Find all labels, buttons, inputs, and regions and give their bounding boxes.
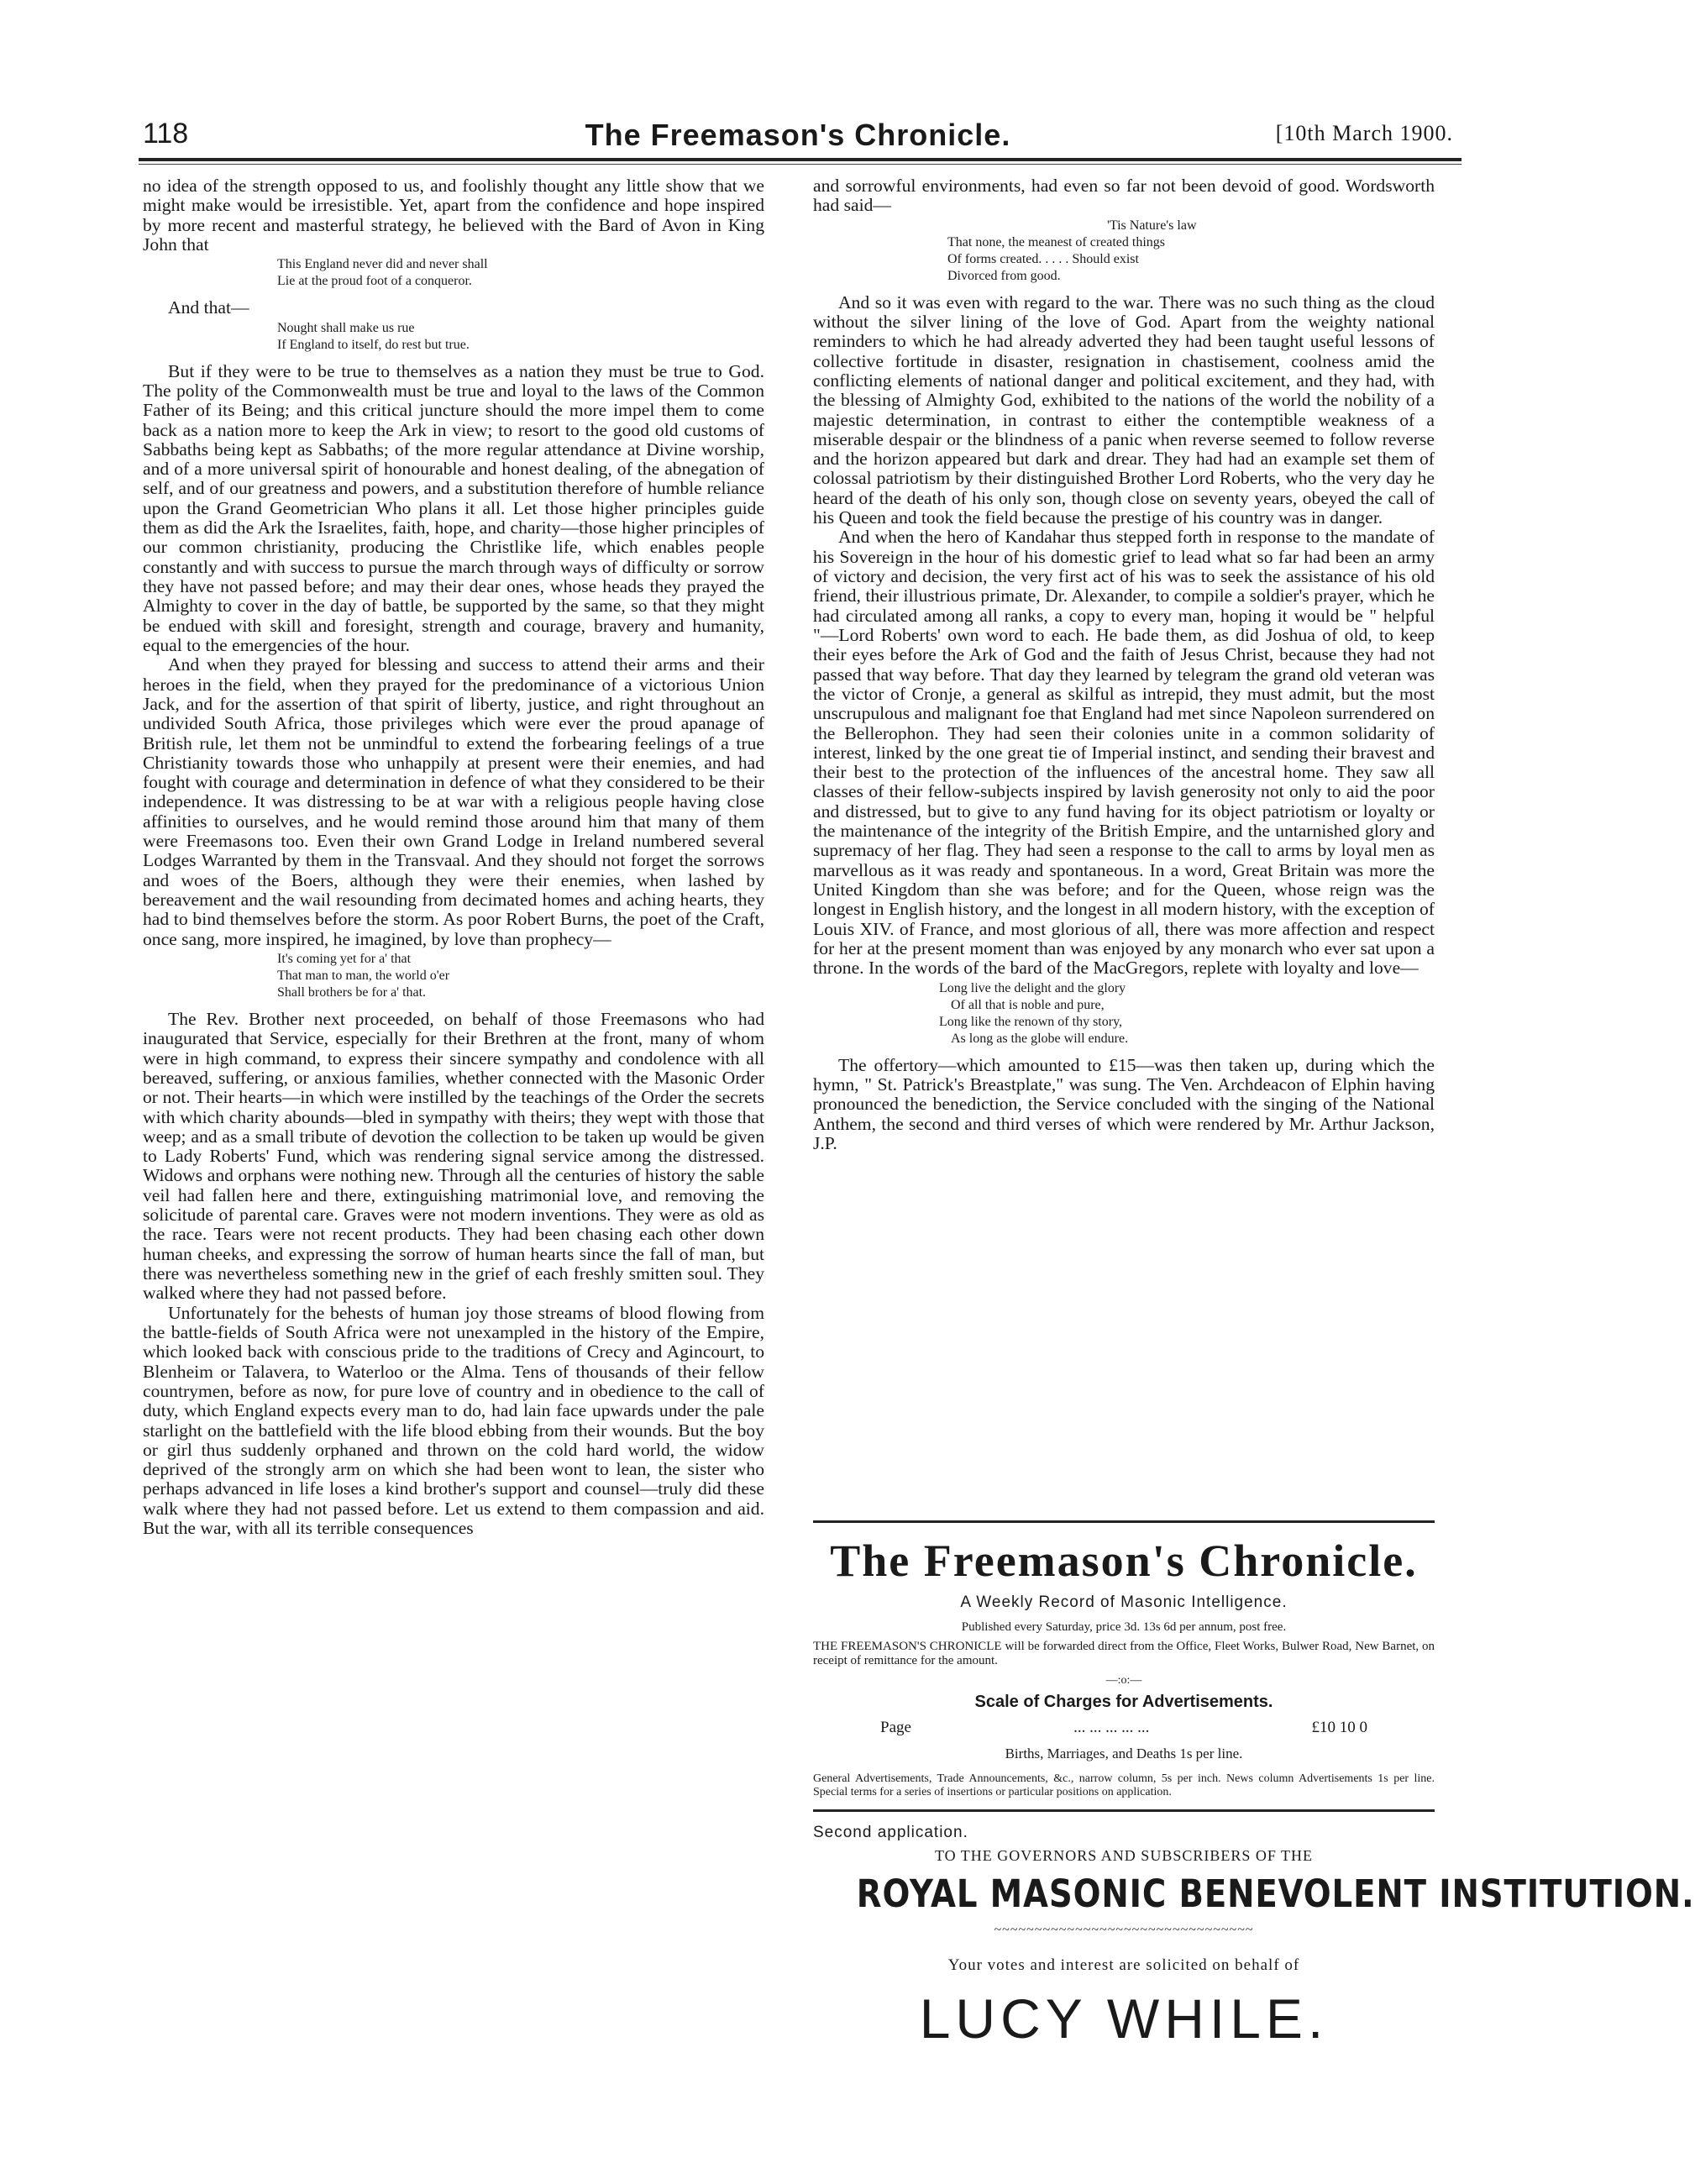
page-header: [143, 118, 1453, 161]
article-paragraph: The offertory—which amounted to £15—was then taken up, during which the hymn, " St. Patrick's Breastplate," was sung. The Ven. Archdeacon of Elphin having pronounced the benediction, the Service concluded with the singing of the National Anthem, the second and third verses of which were rendered by Mr. Arthur Jackson, J.P.: [813, 1054, 1435, 1153]
ad-votes: Your votes and interest are solicited on behalf of: [947, 1956, 1300, 1974]
verse-line: As long as the globe will endure.: [951, 1031, 1129, 1046]
header-rule-thin: [139, 164, 1461, 165]
ad-published: Published every Saturday, price 3d. 13s 6d per annum, post free.: [961, 1620, 1287, 1634]
verse-line: Shall brothers be for a' that.: [277, 984, 427, 1000]
verse-line: Of all that is noble and pure,: [951, 997, 1105, 1012]
verse-line: 'Tis Nature's law: [1107, 218, 1197, 233]
ad-page-dots: ... ... ... ... ...: [1073, 1718, 1150, 1736]
verse-quote: [277, 951, 764, 1001]
ad-general: General Advertisements, Trade Announcements, &c., narrow column, 5s per inch. News column Advertisements 1s per line. Special terms for a series of insertions or particular positions on application.: [813, 1772, 1435, 1798]
verse-line: It's coming yet for a' that: [277, 951, 412, 966]
article-paragraph: And so it was even with regard to the war. There was no such thing as the cloud without the silver lining of the love of God. Apart from the weighty national reminders to which he had already adverted they had been taught useful lessons of collective fortitude in disaster, resignation in chastisement, coolness amid the conflicting elements of national danger and political excitement, and they had, with the blessing of Almighty God, exhibited to the nations of the world the nobility of a majestic determination, in contrast to either the contemptible weakness of a miserable despair or the blindness of a panic when reverse seemed to follow reverse and the horizon appeared but dark and drear. They had had an example set them of colossal patriotism by their distinguished Brother Lord Roberts, who the very day he heard of the death of his only son, though close on seventy years, obeyed the call of his Queen and took the field because the prestige of his country was in danger.: [813, 291, 1435, 528]
paper-title: The Freemason's Chronicle.: [585, 118, 1011, 152]
ad-page-label: Page: [880, 1718, 911, 1736]
left-column: [143, 176, 764, 1538]
verse-quote: [939, 980, 1435, 1047]
verse-quote: [277, 256, 764, 290]
ad-divider: [813, 1520, 1435, 1523]
article-paragraph: The Rev. Brother next proceeded, on behalf of those Freemasons who had inaugurated that Service, especially for their Brethren at the front, many of whom were in high command, to express their sincere sympathy and condolence with all bereaved, suffering, or anxious families, whether connected with the Masonic Order or not. Their hearts—in which were instilled by the teachings of the Order the secrets with which charity abounds—bled in sympathy with theirs; they wept with those that weep; and as a small tribute of devotion the collection to be taken up would be given to Lady Roberts' Fund, which was rendering signal service among the distressed. Widows and orphans were nothing new. Through all the centuries of history the sable veil had fallen here and there, extinguishing matrimonial love, and removing the solicitude of parental care. Graves were not modern inventions. They were as old as the race. Tears were not recent products. They had been chasing each other down human cheeks, and expressing the sorrow of human hearts since the fall of man, but there was nevertheless something new in the grief of each freshly smitten soul. They walked where they had not passed before.: [143, 1008, 764, 1304]
issue-date: [10th March 1900.: [1275, 121, 1453, 145]
ad-divider: [813, 1809, 1435, 1812]
verse-line: That man to man, the world o'er: [277, 968, 450, 983]
ad-page-price: £10 10 0: [1311, 1718, 1367, 1736]
ad-subtitle: A Weekly Record of Masonic Intelligence.: [960, 1593, 1288, 1611]
verse-line: Lie at the proud foot of a conqueror.: [277, 274, 472, 289]
right-column: [813, 176, 1435, 1153]
article-paragraph: Unfortunately for the behests of human joy those streams of blood flowing from the battle-fields of South Africa were not unexampled in the history of the Empire, which looked back with conscious pride to the traditions of Crecy and Agincourt, to Blenheim or Talavera, to Waterloo or the Alma. Tens of thousands of their fellow countrymen, before as now, for pure love of country and in obedience to the call of duty, which England expects every man to do, had lain face upwards under the pale starlight on the battlefield with the life blood ebbing from their wounds. But the boy or girl thus suddenly orphaned and thrown on the cold hard world, the widow deprived of the strongly arm on which she had been wont to lean, the sister who perhaps advanced in life loses a kind brother's support and counsel—truly did these walk where they had not passed before. Let us extend to them compassion and aid. But the war, with all its terrible consequences: [143, 1302, 764, 1539]
ad-wavy-rule: ~~~~~~~~~~~~~~~~~~~~~~~~~~~~~~~~: [994, 1922, 1254, 1937]
article-paragraph: And that—: [168, 297, 249, 318]
article-paragraph: And when the hero of Kandahar thus stepped forth in response to the mandate of his Sovereign in the hour of his domestic grief to lead what so far had been an army of victory and decision, the very first act of his was to seek the assistance of his old friend, their illustrious primate, Dr. Alexander, to compile a soldier's prayer, which he had circulated among all ranks, a copy to every man, hoping it would be " helpful "—Lord Roberts' own word to each. He bade them, as did Joshua of old, to keep their eyes before the Ark of God and the faith of Jesus Christ, because they had not passed that way before. That day they learned by telegram the grand old veteran was the victor of Cronje, a general as skilful as intrepid, they must admit, but the most unscrupulous and malignant foe that England had met since Napoleon surrendered on the Bellerophon. They had seen their colonies unite in a common solidarity of interest, linked by the one great tie of Imperial instinct, and sending their bravest and their best to the protection of the influences of the ancestral home. They saw all classes of their fellow-subjects inspired by lavish generosity not only to aid the poor and distressed, but to give to any fund having for its object patriotism or loyalty or the maintenance of the integrity of the British Empire, and the untarnished glory and supremacy of her flag. They had seen a response to the call to arms by loyal men as marvellous as it was ready and spontaneous. In a word, Great Britain was more the United Kingdom than she was before; and for the Queen, whose reign was the longest in English history, and the longest in all modern history, with the exception of Louis XIV. of France, and most glorious of all, there was more affection and respect for her at the present moment than was enjoyed by any monarch who ever sat upon a throne. In the words of the bard of the MacGregors, replete with loyalty and love—: [813, 527, 1435, 979]
header-rule: [139, 158, 1461, 161]
verse-line: If England to itself, do rest but true.: [277, 337, 470, 352]
article-paragraph: no idea of the strength opposed to us, and foolishly thought any little show that we might make would be irresistible. Yet, apart from the confidence and hope inspired by more recent and masterful strategy, he believed with the Bard of Avon in King John that: [143, 176, 764, 255]
article-paragraph: But if they were to be true to themselves as a nation they must be true to God. The polity of the Commonwealth must be true and loyal to the laws of the Common Father of its Being; and this critical juncture should the more impel them to come back as a nation more to keep the Ark in view; to resort to the good old customs of Sabbaths being kept as Sabbaths; of the more regular attendance at Divine worship, and of a more universal spirit of honourable and honest dealing, of the abnegation of self, and of our greatness and powers, and a substitution therefore of humble reliance upon the Grand Geometrician Who plans it all. Let those higher principles guide them as did the Ark the Israelites, faith, hope, and charity—those higher principles of our common christianity, producing the Christlike life, which enables people constantly and with success to pursue the march through ways of difficulty or sorrow they have not passed before; and may their dear ones, whose heads they prayed the Almighty to cover in the day of battle, be supported by the same, so that they might be endued with skill and foresight, strength and courage, bravery and humanity, equal to the emergencies of the hour.: [143, 360, 764, 655]
ad-scale-heading: Scale of Charges for Advertisements.: [974, 1692, 1273, 1711]
ad-births: Births, Marriages, and Deaths 1s per line.: [1005, 1745, 1243, 1761]
ad-second-application: Second application.: [813, 1823, 968, 1841]
verse-quote: [947, 218, 1435, 285]
ad-notice: THE FREEMASON'S CHRONICLE will be forwarded direct from the Office, Fleet Works, Bulwer Road, New Barnet, on receipt of remittance for the amount.: [813, 1640, 1435, 1668]
article-paragraph: and sorrowful environments, had even so far not been devoid of good. Wordsworth had said—: [813, 176, 1435, 216]
ad-title: The Freemason's Chronicle.: [830, 1536, 1418, 1586]
verse-line: Long like the renown of thy story,: [939, 1014, 1123, 1029]
verse-line: Nought shall make us rue: [277, 320, 415, 335]
advertisement-block: [813, 1520, 1695, 2050]
ad-institution: ROYAL MASONIC BENEVOLENT INSTITUTION.: [856, 1871, 1695, 1916]
verse-line: Of forms created. . . . . Should exist: [947, 251, 1139, 266]
ad-candidate: LUCY WHILE.: [919, 1987, 1329, 2050]
verse-line: Long live the delight and the glory: [939, 980, 1126, 995]
verse-line: Divorced from good.: [947, 268, 1061, 283]
page-number: 118: [143, 118, 189, 150]
verse-line: That none, the meanest of created things: [947, 234, 1166, 249]
ad-separator: —:o:—: [1105, 1673, 1142, 1687]
ad-to-governors: TO THE GOVERNORS AND SUBSCRIBERS OF THE: [934, 1846, 1314, 1864]
verse-line: This England never did and never shall: [277, 257, 488, 272]
ad-page-price-line: [813, 1719, 1435, 1737]
verse-quote: [277, 320, 764, 354]
article-paragraph: And when they prayed for blessing and success to attend their arms and their heroes in the field, when they prayed for the predominance of a victorious Union Jack, and for the assertion of that spirit of liberty, justice, and right throughout an undivided South Africa, those privileges which were ever the proud apanage of British rule, let them not be unmindful to extend the forbearing feelings of a true Christianity towards those who unhappily at present were their enemies, and had fought with courage and determination in defence of what they considered to be their independence. It was distressing to be at war with a religious people having close affinities to ourselves, and he would remind those around him that many of them were Freemasons too. Even their own Grand Lodge in Ireland numbered several Lodges Warranted by them in the Transvaal. And they should not forget the sorrows and woes of the Boers, although they were their enemies, when lashed by bereavement and the wail resounding from decimated homes and aching hearts, they had to bind themselves before the storm. As poor Robert Burns, the poet of the Craft, once sang, more inspired, he imagined, by love than prophecy—: [143, 654, 764, 949]
